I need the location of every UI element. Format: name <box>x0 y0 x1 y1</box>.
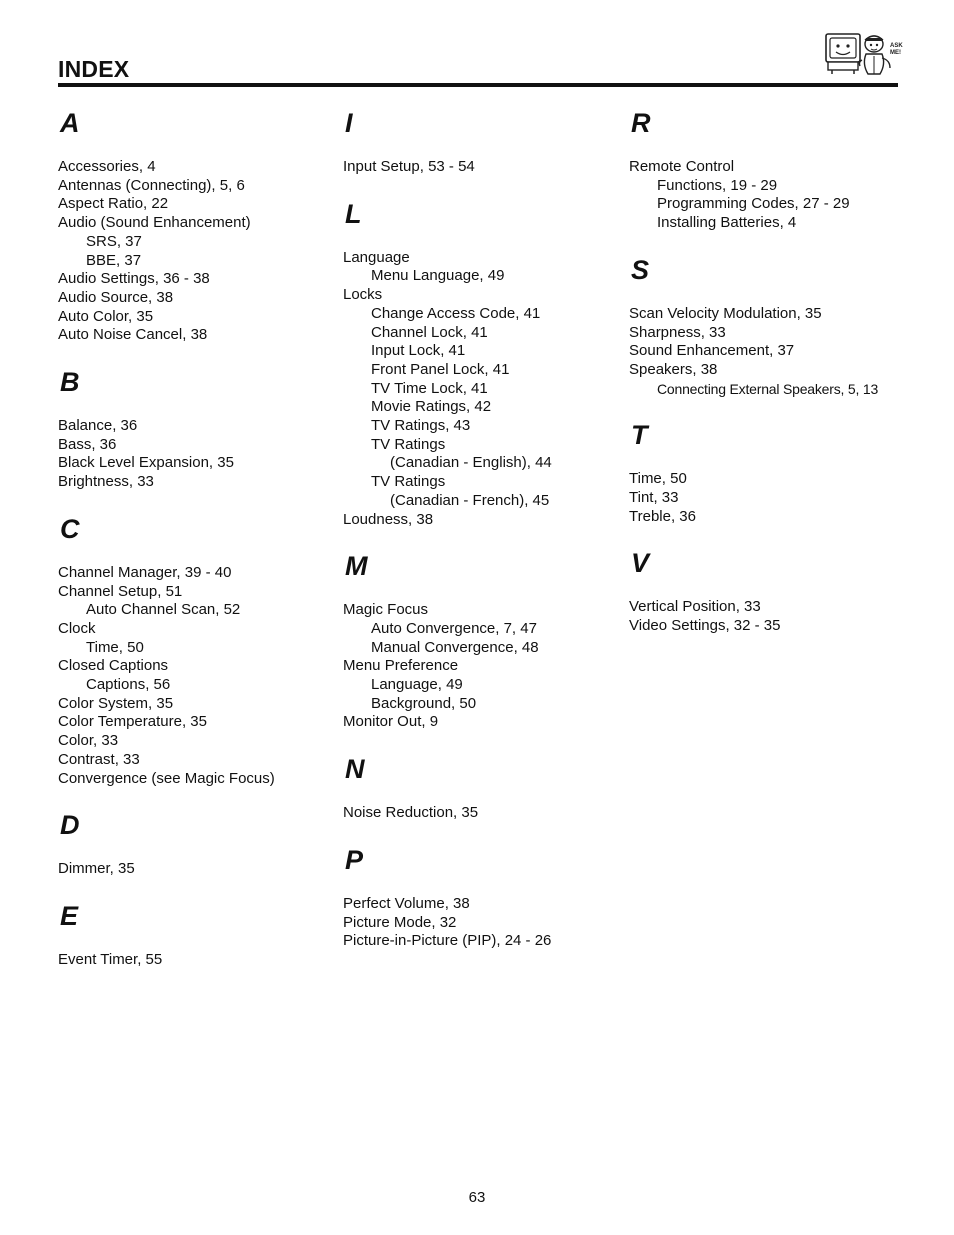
index-subentry: Installing Batteries, 4 <box>657 214 797 232</box>
index-subentry: (Canadian - English), 44 <box>390 454 552 472</box>
header-rule <box>58 83 898 87</box>
ask-me-tv-mascot-icon <box>824 30 903 80</box>
index-entry: Accessories, 4 <box>58 158 156 175</box>
index-entry: Aspect Ratio, 22 <box>58 195 169 213</box>
index-entry: Tint, 33 <box>629 489 679 507</box>
page-title: INDEX <box>58 56 130 82</box>
index-entry: Picture Mode, 32 <box>343 913 457 931</box>
index-entry-list <box>58 564 328 788</box>
index-entry: Perfect Volume, 38 <box>343 894 470 912</box>
index-entry-list <box>343 895 613 951</box>
section-letter: D <box>60 810 80 841</box>
section-letter: B <box>60 367 80 398</box>
index-entry: Magic Focus <box>343 601 429 619</box>
index-entry-list <box>58 951 328 970</box>
index-subentry: Background, 50 <box>371 694 477 712</box>
index-entry-list <box>629 470 899 526</box>
index-entry: Bass, 36 <box>58 435 117 453</box>
section-letter: P <box>345 844 364 875</box>
index-entry: Channel Setup, 51 <box>58 582 183 600</box>
index-entry: Locks <box>343 286 383 304</box>
index-column-2 <box>343 108 613 973</box>
index-subentry: TV Time Lock, 41 <box>371 379 488 397</box>
index-entry: Black Level Expansion, 35 <box>58 454 234 472</box>
index-entry: Auto Noise Cancel, 38 <box>58 326 208 344</box>
index-column-3 <box>629 108 899 658</box>
index-subentry: Movie Ratings, 42 <box>371 398 492 416</box>
section-letter: E <box>60 900 79 931</box>
index-entry: Color, 33 <box>58 732 119 750</box>
index-entry: Contrast, 33 <box>58 750 140 768</box>
index-column-1 <box>58 108 328 992</box>
index-entry: Event Timer, 55 <box>58 950 163 968</box>
index-entry-list <box>343 249 613 530</box>
index-entry: Picture-in-Picture (PIP), 24 - 26 <box>343 932 552 950</box>
index-entry-list <box>343 804 613 823</box>
index-entry: Color Temperature, 35 <box>58 713 207 731</box>
index-entry: Loudness, 38 <box>343 510 434 528</box>
svg-text:ASK: ASK <box>890 43 903 49</box>
index-entry: Speakers, 38 <box>629 360 718 378</box>
index-subentry: Manual Convergence, 48 <box>371 638 539 656</box>
section-letter: I <box>345 108 353 138</box>
index-entry: Color System, 35 <box>58 694 174 712</box>
section-letter: M <box>345 551 368 582</box>
index-entry: Convergence (see Magic Focus) <box>58 769 275 787</box>
index-entry: Dimmer, 35 <box>58 860 135 878</box>
index-entry: Sharpness, 33 <box>629 323 726 341</box>
index-subentry: TV Ratings <box>371 435 446 453</box>
index-subentry: TV Ratings <box>371 473 446 491</box>
index-entry: Time, 50 <box>629 470 687 488</box>
index-entry: Brightness, 33 <box>58 473 154 491</box>
index-entry: Language <box>343 248 410 266</box>
index-entry: Monitor Out, 9 <box>343 713 439 731</box>
index-entry-list <box>629 305 899 399</box>
index-subentry: Captions, 56 <box>86 676 171 694</box>
index-subentry: Auto Channel Scan, 52 <box>86 601 241 619</box>
index-entry-list <box>343 601 613 732</box>
index-subentry: BBE, 37 <box>86 251 142 269</box>
section-letter: A <box>60 108 80 138</box>
index-entry-list <box>629 598 899 635</box>
page-number: 63 <box>468 1189 486 1206</box>
index-subentry: Language, 49 <box>371 676 463 694</box>
index-subentry: Auto Convergence, 7, 47 <box>371 619 537 637</box>
index-entry-list <box>343 158 613 177</box>
section-letter: T <box>631 420 648 451</box>
index-entry: Channel Manager, 39 - 40 <box>58 563 232 581</box>
index-entry: Closed Captions <box>58 657 169 675</box>
svg-text:ME!: ME! <box>890 50 901 56</box>
index-subentry: Channel Lock, 41 <box>371 323 488 341</box>
index-entry-list <box>58 860 328 879</box>
section-letter: N <box>345 754 365 785</box>
section-letter: C <box>60 513 80 544</box>
section-letter: V <box>631 548 650 579</box>
index-entry: Scan Velocity Modulation, 35 <box>629 304 822 322</box>
index-entry: Video Settings, 32 - 35 <box>629 617 781 635</box>
index-entry: Remote Control <box>629 158 735 175</box>
index-entry: Input Setup, 53 - 54 <box>343 158 475 175</box>
index-entry-list <box>629 158 899 233</box>
index-subentry: Menu Language, 49 <box>371 267 505 285</box>
index-entry-list <box>58 417 328 492</box>
index-entry: Audio Settings, 36 - 38 <box>58 270 210 288</box>
index-entry: Sound Enhancement, 37 <box>629 342 795 360</box>
index-entry: Balance, 36 <box>58 417 138 435</box>
index-entry: Antennas (Connecting), 5, 6 <box>58 176 245 194</box>
section-letter: R <box>631 108 651 138</box>
index-subentry: Time, 50 <box>86 638 144 656</box>
index-entry: Auto Color, 35 <box>58 307 154 325</box>
section-letter: S <box>631 254 650 285</box>
index-entry: Noise Reduction, 35 <box>343 804 479 822</box>
index-subentry: Change Access Code, 41 <box>371 304 541 322</box>
index-subentry: Front Panel Lock, 41 <box>371 360 510 378</box>
index-subentry: SRS, 37 <box>86 232 142 250</box>
index-entry: Audio Source, 38 <box>58 288 174 306</box>
index-subentry: TV Ratings, 43 <box>371 417 471 435</box>
index-entry: Menu Preference <box>343 657 459 675</box>
index-entry: Vertical Position, 33 <box>629 598 761 616</box>
index-entry-list <box>58 158 328 345</box>
index-subentry: (Canadian - French), 45 <box>390 491 550 509</box>
index-entry: Clock <box>58 619 96 637</box>
index-entry: Audio (Sound Enhancement) <box>58 214 251 232</box>
index-subentry: Functions, 19 - 29 <box>657 176 778 194</box>
index-subentry: Programming Codes, 27 - 29 <box>657 195 850 213</box>
index-subentry: Connecting External Speakers, 5, 13 <box>657 380 879 397</box>
section-letter: L <box>345 198 362 229</box>
page-header <box>58 56 898 84</box>
index-subentry: Input Lock, 41 <box>371 342 466 360</box>
index-entry: Treble, 36 <box>629 507 696 525</box>
